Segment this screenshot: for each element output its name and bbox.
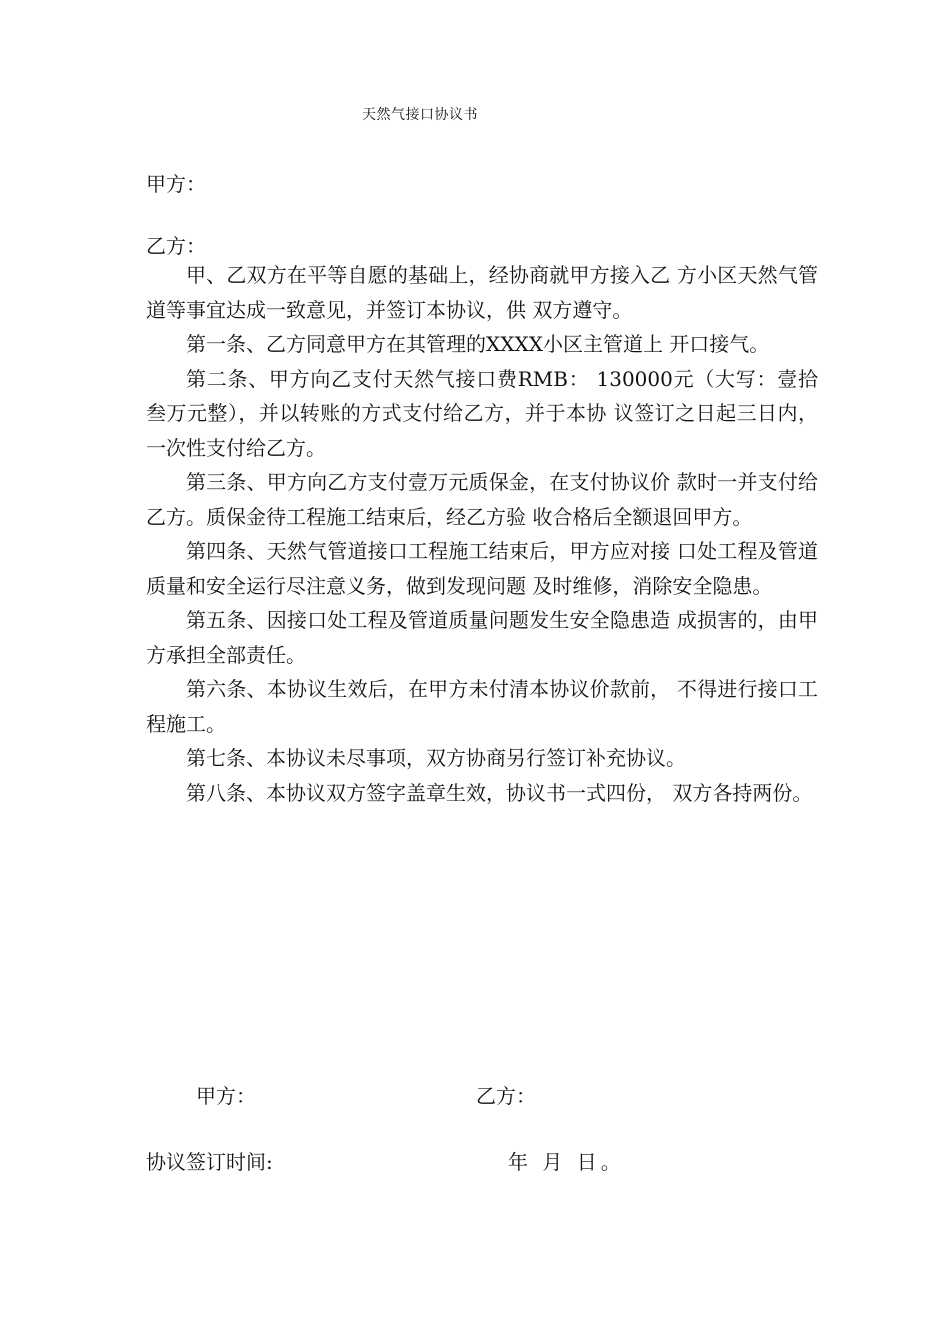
article-3: 第三条、甲方向乙方支付壹万元质保金，在支付协议价 款时一并支付给乙方。质保金待工程施工结束后，经乙方验 收合格后全额退回甲方。 xyxy=(146,470,818,529)
signing-date-label: 协议签订时间: xyxy=(146,1150,273,1174)
signature-party-a: 甲方： xyxy=(196,1084,256,1108)
article-2: 第二条、甲方向乙支付天然气接口费RMB： 130000元（大写：壹拾叁万元整），并以转账的方式支付给乙方，并于本协 议签订之日起三日内，一次性支付给乙方。 xyxy=(146,366,818,460)
article-1: 第一条、乙方同意甲方在其管理的XXXX小区主管道上 开口接气。 xyxy=(186,332,770,356)
article-5: 第五条、因接口处工程及管道质量问题发生安全隐患造 成损害的，由甲方承担全部责任。 xyxy=(146,608,818,667)
agreement-body xyxy=(146,258,818,810)
article-6: 第六条、本协议生效后，在甲方未付清本协议价款前， 不得进行接口工程施工。 xyxy=(146,677,818,736)
party-a-label: 甲方： xyxy=(146,172,206,196)
article-7: 第七条、本协议未尽事项，双方协商另行签订补充协议。 xyxy=(186,746,686,770)
signature-party-b: 乙方： xyxy=(476,1084,536,1108)
article-4: 第四条、天然气管道接口工程施工结束后，甲方应对接 口处工程及管道质量和安全运行尽注意义务，做到发现问题 及时维修，消除安全隐患。 xyxy=(146,539,818,598)
document-title: 天然气接口协议书 xyxy=(362,107,478,123)
signing-date-placeholder: 年 月 日。 xyxy=(508,1150,625,1174)
intro-paragraph: 甲、乙双方在平等自愿的基础上，经协商就甲方接入乙 方小区天然气管道等事宜达成一致意见，并签订本协议，供 双方遵守。 xyxy=(146,263,818,322)
party-b-label: 乙方： xyxy=(146,234,206,258)
article-8: 第八条、本协议双方签字盖章生效，协议书一式四份， 双方各持两份。 xyxy=(186,780,813,805)
